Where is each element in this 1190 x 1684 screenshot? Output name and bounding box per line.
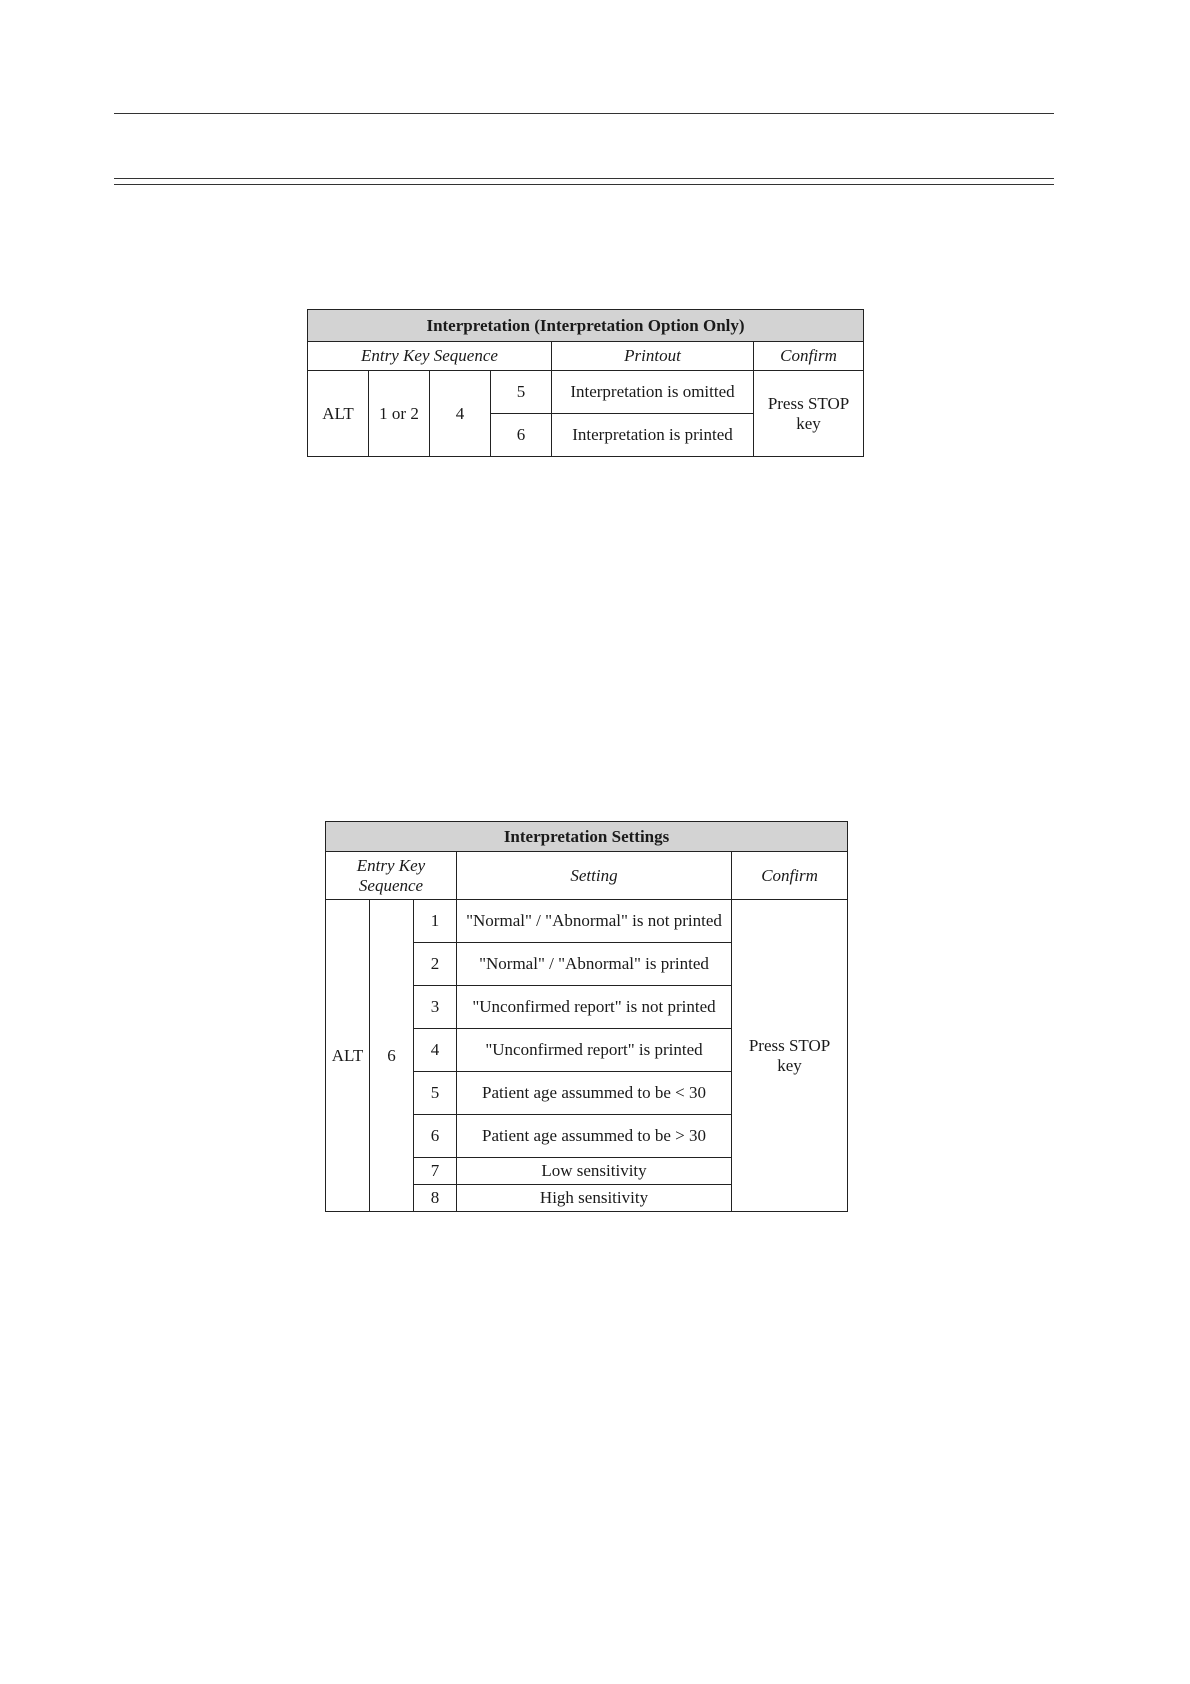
table-title: Interpretation Settings [326,822,848,852]
section-rule-upper [114,178,1054,179]
entry-key-sequence-header: Entry Key Sequence [326,852,457,900]
section-rule-lower [114,184,1054,185]
printout-header: Printout [552,342,754,371]
key-cell: ALT [326,900,370,1212]
header-rule [114,113,1054,114]
table-title: Interpretation (Interpretation Option Only) [308,310,864,342]
confirm-cell: Press STOP key [732,900,848,1212]
printout-cell: Interpretation is omitted [552,371,754,414]
key-cell: 2 [414,943,457,986]
key-cell: 1 [414,900,457,943]
table-row [326,900,848,943]
key-cell: 5 [414,1072,457,1115]
key-cell: 6 [370,900,414,1212]
setting-header: Setting [457,852,732,900]
key-cell: ALT [308,371,369,457]
key-cell: 8 [414,1185,457,1212]
setting-cell: Low sensitivity [457,1158,732,1185]
table-row [308,371,864,414]
confirm-header: Confirm [754,342,864,371]
interpretation-settings-table [325,821,848,1212]
key-cell: 6 [414,1115,457,1158]
setting-cell: Patient age assummed to be < 30 [457,1072,732,1115]
setting-cell: Patient age assummed to be > 30 [457,1115,732,1158]
key-cell: 6 [491,414,552,457]
entry-key-sequence-header: Entry Key Sequence [308,342,552,371]
setting-cell: "Normal" / "Abnormal" is not printed [457,900,732,943]
key-cell: 7 [414,1158,457,1185]
interpretation-option-table [307,309,864,457]
key-cell: 3 [414,986,457,1029]
key-cell: 4 [414,1029,457,1072]
confirm-cell: Press STOP key [754,371,864,457]
setting-cell: "Unconfirmed report" is printed [457,1029,732,1072]
setting-cell: "Unconfirmed report" is not printed [457,986,732,1029]
key-cell: 5 [491,371,552,414]
setting-cell: "Normal" / "Abnormal" is printed [457,943,732,986]
setting-cell: High sensitivity [457,1185,732,1212]
confirm-header: Confirm [732,852,848,900]
key-cell: 1 or 2 [369,371,430,457]
printout-cell: Interpretation is printed [552,414,754,457]
key-cell: 4 [430,371,491,457]
